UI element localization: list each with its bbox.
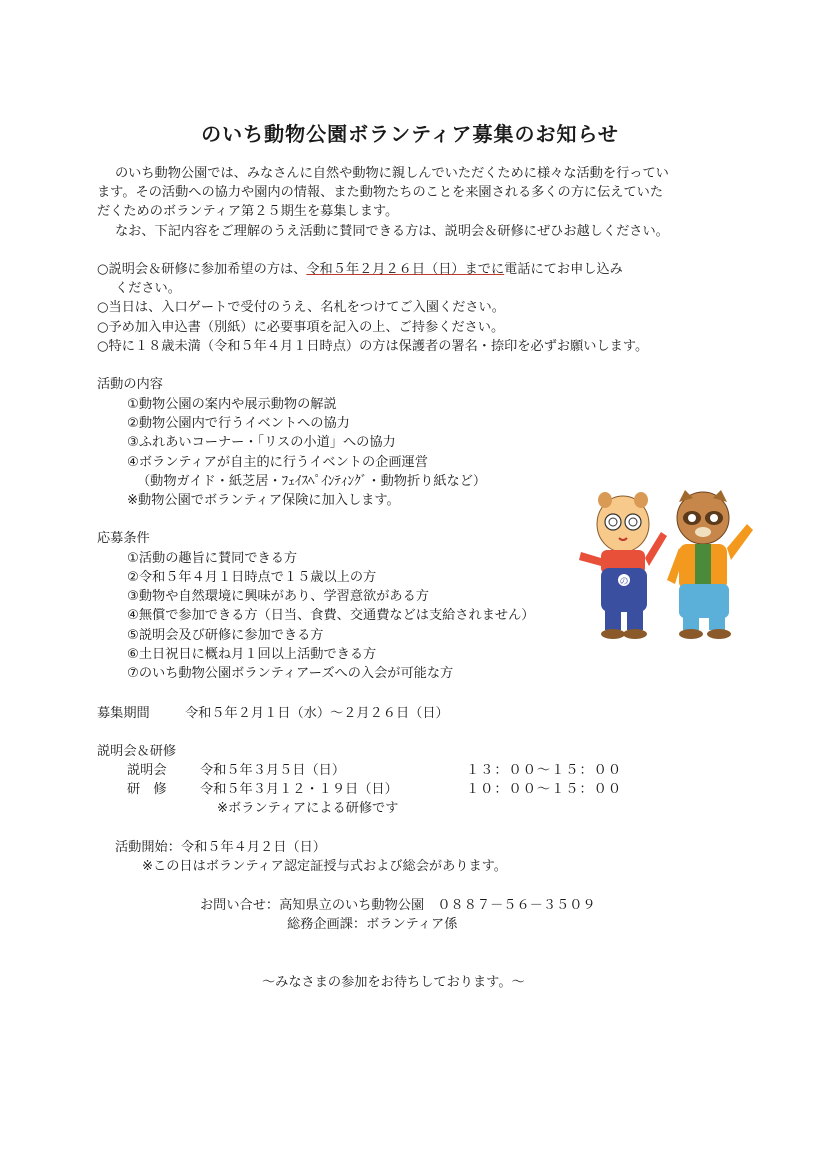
- recruitment-period: 令和５年２月１日（水）～２月２６日（日）: [185, 706, 449, 721]
- briefing-date: 令和５年３月５日（日）: [200, 763, 346, 778]
- note-application-pre: ○説明会＆研修に参加希望の方は、: [97, 262, 307, 277]
- recruitment-label: 募集期間: [97, 706, 150, 721]
- briefing-time: １３：００～１５：００: [466, 763, 623, 778]
- activity-start-note: ※この日はボランティア認定証授与式および総会があります。: [142, 859, 507, 874]
- condition-item: ③動物や自然環境に興味があり、学習意欲がある方: [127, 589, 429, 604]
- condition-item: ⑥土日祝日に概ね月１回以上活動できる方: [127, 647, 377, 662]
- note-form: ○予め加入申込書（別紙）に必要事項を記入の上、ご持参ください。: [97, 320, 505, 335]
- activity-start: 活動開始：令和５年４月２日（日）: [115, 840, 326, 855]
- activity-item-detail: （動物ガイド・紙芝居・ﾌｪｲｽﾍﾟｲﾝﾃｨﾝｸﾞ・動物折り紙など）: [137, 474, 487, 489]
- training-time: １０：００～１５：００: [466, 782, 623, 797]
- briefing-label: 説明会: [127, 763, 167, 778]
- note-application-post: 電話にてお申し込み: [504, 262, 623, 277]
- intro-line-2: ます。その活動への協力や園内の情報、また動物たちのことを来園される多くの方に伝えていた: [97, 185, 664, 200]
- activity-item: ②動物公園内で行うイベントへの協力: [127, 416, 350, 431]
- intro-paragraph-2: なお、下記内容をご理解のうえ活動に賛同できる方は、説明会＆研修にぜひお越しください。: [115, 224, 669, 239]
- note-minors: ○特に１８歳未満（令和５年４月１日時点）の方は保護者の署名・捺印を必ずお願いします。: [97, 339, 649, 354]
- mascot-right: [667, 490, 753, 639]
- insurance-note: ※動物公園でボランティア保険に加入します。: [127, 493, 400, 508]
- condition-item: ⑤説明会及び研修に参加できる方: [127, 628, 324, 643]
- closing-message: ～みなさまの参加をお待ちしております。～: [262, 975, 525, 990]
- condition-item: ④無償で参加できる方（日当、食費、交通費などは支給されません）: [127, 608, 535, 623]
- mascots-illustration: [575, 488, 760, 643]
- sessions-heading: 説明会＆研修: [97, 744, 177, 759]
- note-application: [97, 260, 623, 279]
- note-reception: ○当日は、入口ゲートで受付のうえ、名札をつけてご入園ください。: [97, 300, 505, 315]
- condition-item: ⑦のいち動物公園ボランティアーズへの入会が可能な方: [127, 666, 454, 681]
- application-deadline: 令和５年２月２６日（日）までに: [306, 262, 505, 277]
- conditions-heading: 応募条件: [97, 531, 150, 546]
- training-label: 研 修: [127, 782, 167, 797]
- condition-item: ①活動の趣旨に賛同できる方: [127, 551, 298, 566]
- activity-item: ③ふれあいコーナー・「リスの小道」への協力: [127, 435, 396, 450]
- note-application-cont: ください。: [115, 281, 181, 296]
- page-title: のいち動物公園ボランティア募集のお知らせ: [201, 122, 619, 146]
- condition-item: ②令和５年４月１日時点で１５歳以上の方: [127, 570, 377, 585]
- activity-item: ①動物公園の案内や展示動物の解説: [127, 397, 337, 412]
- svg-text:の: の: [619, 577, 629, 587]
- activity-item: ④ボランティアが自主的に行うイベントの企画運営: [127, 455, 428, 470]
- contact-line-1: お問い合せ：高知県立のいち動物公園 ０８８７－５６－３５０９: [200, 898, 596, 913]
- mascot-left: [579, 492, 667, 639]
- activities-heading: 活動の内容: [97, 377, 163, 392]
- contact-line-2: 総務企画課：ボランティア係: [287, 917, 458, 932]
- intro-line-3: だくためのボランティア第２５期生を募集します。: [97, 204, 399, 219]
- intro-line-1: のいち動物公園では、みなさんに自然や動物に親しんでいただくために様々な活動を行ってい: [115, 166, 669, 181]
- training-note: ※ボランティアによる研修です: [217, 801, 399, 816]
- training-date: 令和５年３月１２・１９日（日）: [200, 782, 398, 797]
